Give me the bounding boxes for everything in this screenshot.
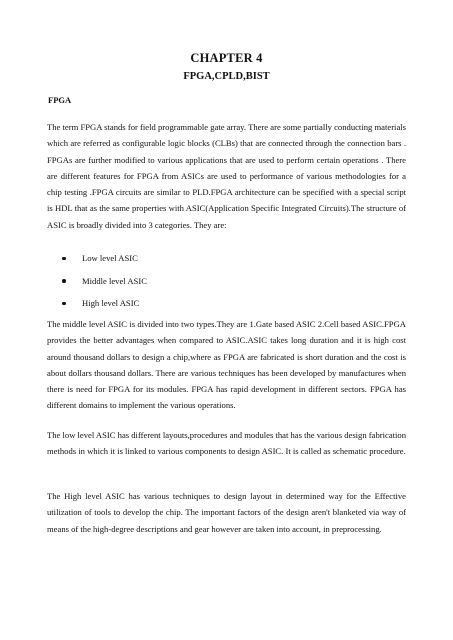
list-item: [60, 250, 147, 273]
paragraph-low-level: The low level ASIC has different layouts,procedures and modules that has the various design fabrication methods in which it is linked to various components to design ASIC. It is called as schematic procedure.: [47, 430, 407, 457]
list-item-label: Low level ASIC: [82, 253, 138, 263]
list-item-label: High level ASIC: [82, 298, 140, 308]
bullet-icon: [62, 279, 66, 283]
list-item: [60, 295, 147, 318]
bullet-icon: [62, 302, 66, 306]
paragraph-middle-level: The middle level ASIC is divided into two types.They are 1.Gate based ASIC 2.Cell based ASIC.FPGA provides the better advantages when compared to ASIC.ASIC takes long duration and it is high cost around thousand dollars to design a chip,where as FPGA are fabricated is short duration and the cost is about dollars thousand dollars. There are various techniques has been developed by manufactures when there is need for FPGA for its modules. FPGA has rapid development in different sectors. FPGA has different domains to implement the various operations.: [47, 319, 406, 411]
asic-levels-list: [60, 250, 147, 318]
chapter-subtitle: FPGA,CPLD,BIST: [183, 71, 270, 82]
section-heading: FPGA: [48, 95, 72, 105]
paragraph-intro: The term FPGA stands for field programmable gate array. There are some partially conducting materials which are referred as configurable logic blocks (CLBs) that are connected through the connection bars . FPGAs are further modified to various applications that are used to perform certain operations . There are different features for FPGA from ASICs are used to performance of various methodologies for a chip testing .FPGA circuits are similar to PLD.FPGA architecture can be specified with a special script is HDL that as the same properties with ASIC(Application Specific Integrated Circuits).The structure of ASIC is broadly divided into 3 categories. They are:: [47, 122, 406, 230]
list-item-label: Middle level ASIC: [82, 275, 147, 286]
bullet-icon: [62, 257, 66, 261]
paragraph-high-level: The High level ASIC has various techniques to design layout in determined way for the Effective utilization of tools to develop the chip. The important factors of the design aren't blanketed via way of means of the high-degree descriptions and gear however are taken into account, in preprocessing.: [47, 491, 406, 534]
list-item: [60, 273, 147, 296]
chapter-title: CHAPTER 4: [190, 51, 263, 65]
